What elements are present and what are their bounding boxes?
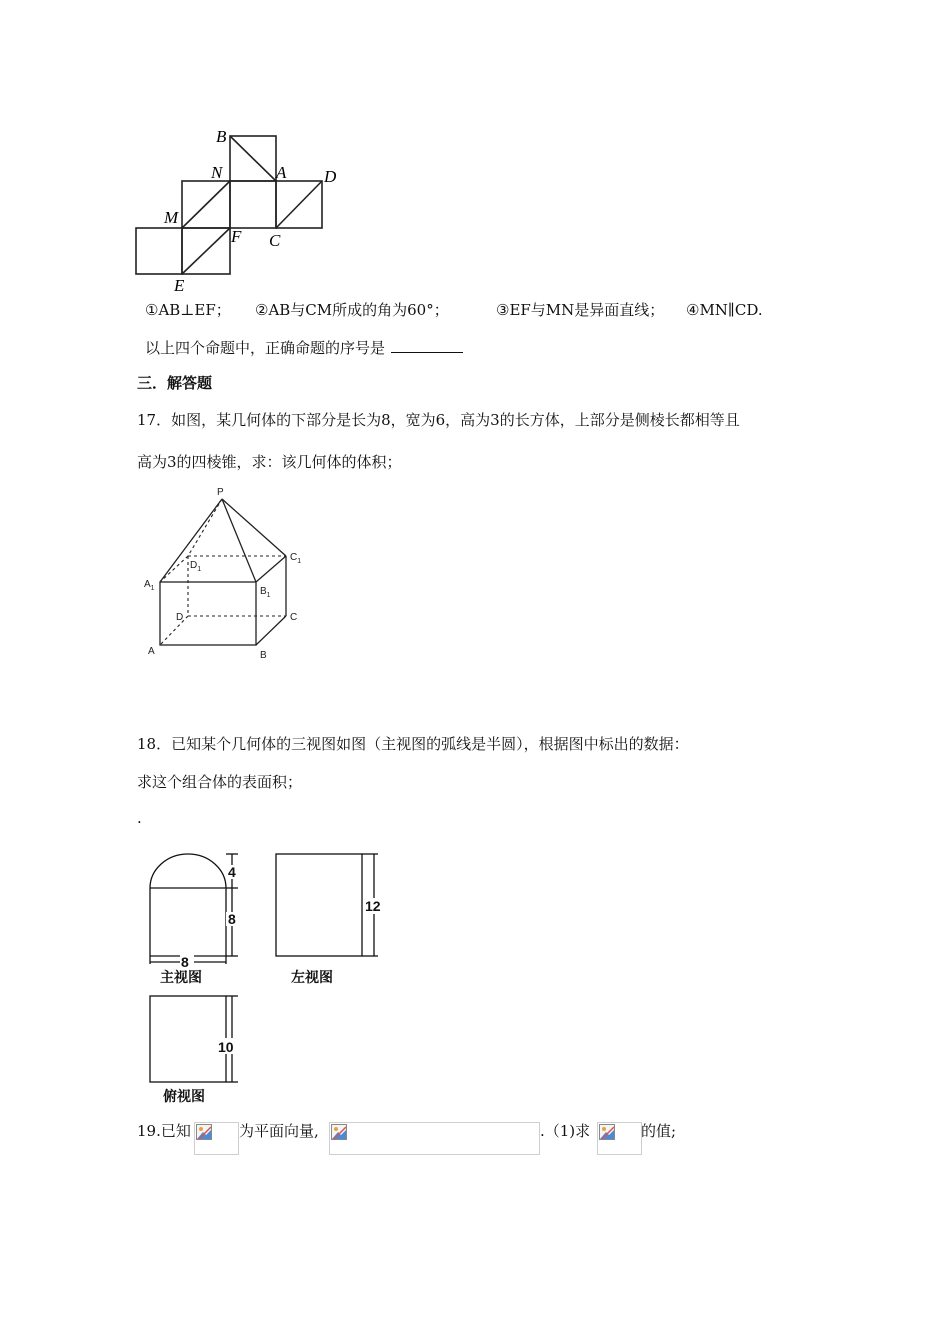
- q18-line1: 18．已知某个几何体的三视图如图（主视图的弧线是半圆），根据图中标出的数据：: [137, 735, 689, 753]
- label-B1: $B_1$: [260, 586, 271, 599]
- answer-blank: [391, 338, 463, 353]
- broken-image-2: [329, 1122, 540, 1155]
- label-F: F: [231, 227, 242, 246]
- label-M: M: [164, 208, 179, 227]
- label-A: A: [276, 163, 287, 182]
- side-view-caption: 左视图: [291, 970, 333, 986]
- section-title: 三．解答题: [137, 374, 213, 392]
- label-B: B: [260, 650, 267, 661]
- cube-net-figure: [130, 122, 350, 294]
- label-A: A: [148, 646, 155, 657]
- label-C1: $C_1$: [290, 552, 302, 565]
- q17-line2: 高为3的四棱锥，求：该几何体的体积；: [137, 453, 402, 471]
- top-view-caption: 俯视图: [163, 1089, 205, 1105]
- dim-top-view: 10: [218, 1039, 234, 1055]
- label-E: E: [174, 276, 185, 294]
- dim-side: 12: [365, 898, 381, 914]
- side-view: [270, 848, 390, 964]
- dim-mid: 8: [228, 911, 236, 927]
- q16-question: [145, 338, 463, 358]
- top-view: [140, 990, 250, 1090]
- label-C: C: [290, 612, 298, 623]
- label-D1: $D_1$: [190, 560, 202, 573]
- proposition-1: ①AB⊥EF；: [145, 301, 231, 319]
- pyramid-prism-figure: [140, 484, 320, 664]
- proposition-4: ④MN∥CD.: [686, 301, 763, 319]
- broken-image-1: [194, 1122, 239, 1155]
- dim-bottom: 8: [181, 954, 189, 970]
- q19-prefix: 19.已知: [137, 1122, 191, 1140]
- q17-line1: 17．如图，某几何体的下部分是长为8，宽为6，高为3的长方体，上部分是侧棱长都相等且: [137, 411, 740, 429]
- dim-top: 4: [228, 864, 236, 880]
- q18-dot: .: [137, 809, 142, 827]
- label-D: D: [324, 167, 337, 186]
- label-N: N: [211, 163, 223, 182]
- q19-part2: 为平面向量,: [239, 1122, 319, 1140]
- q19-part3: .（1)求: [540, 1122, 591, 1140]
- label-P: P: [217, 487, 224, 498]
- broken-image-icon: [599, 1124, 615, 1140]
- label-D: D: [176, 612, 184, 623]
- front-view-caption: 主视图: [160, 970, 202, 986]
- q18-line2: 求这个组合体的表面积；: [137, 773, 303, 791]
- proposition-2: ②AB与CM所成的角为60°；: [255, 301, 449, 319]
- q16-question-text: 以上四个命题中，正确命题的序号是: [145, 339, 386, 357]
- label-B: B: [216, 127, 227, 146]
- broken-image-icon: [196, 1124, 212, 1140]
- proposition-3: ③EF与MN是异面直线；: [496, 301, 665, 319]
- broken-image-icon: [331, 1124, 347, 1140]
- broken-image-3: [597, 1122, 642, 1155]
- q19-part4: 的值;: [641, 1122, 677, 1140]
- label-A1: $A_1$: [144, 579, 155, 592]
- label-C: C: [269, 231, 281, 250]
